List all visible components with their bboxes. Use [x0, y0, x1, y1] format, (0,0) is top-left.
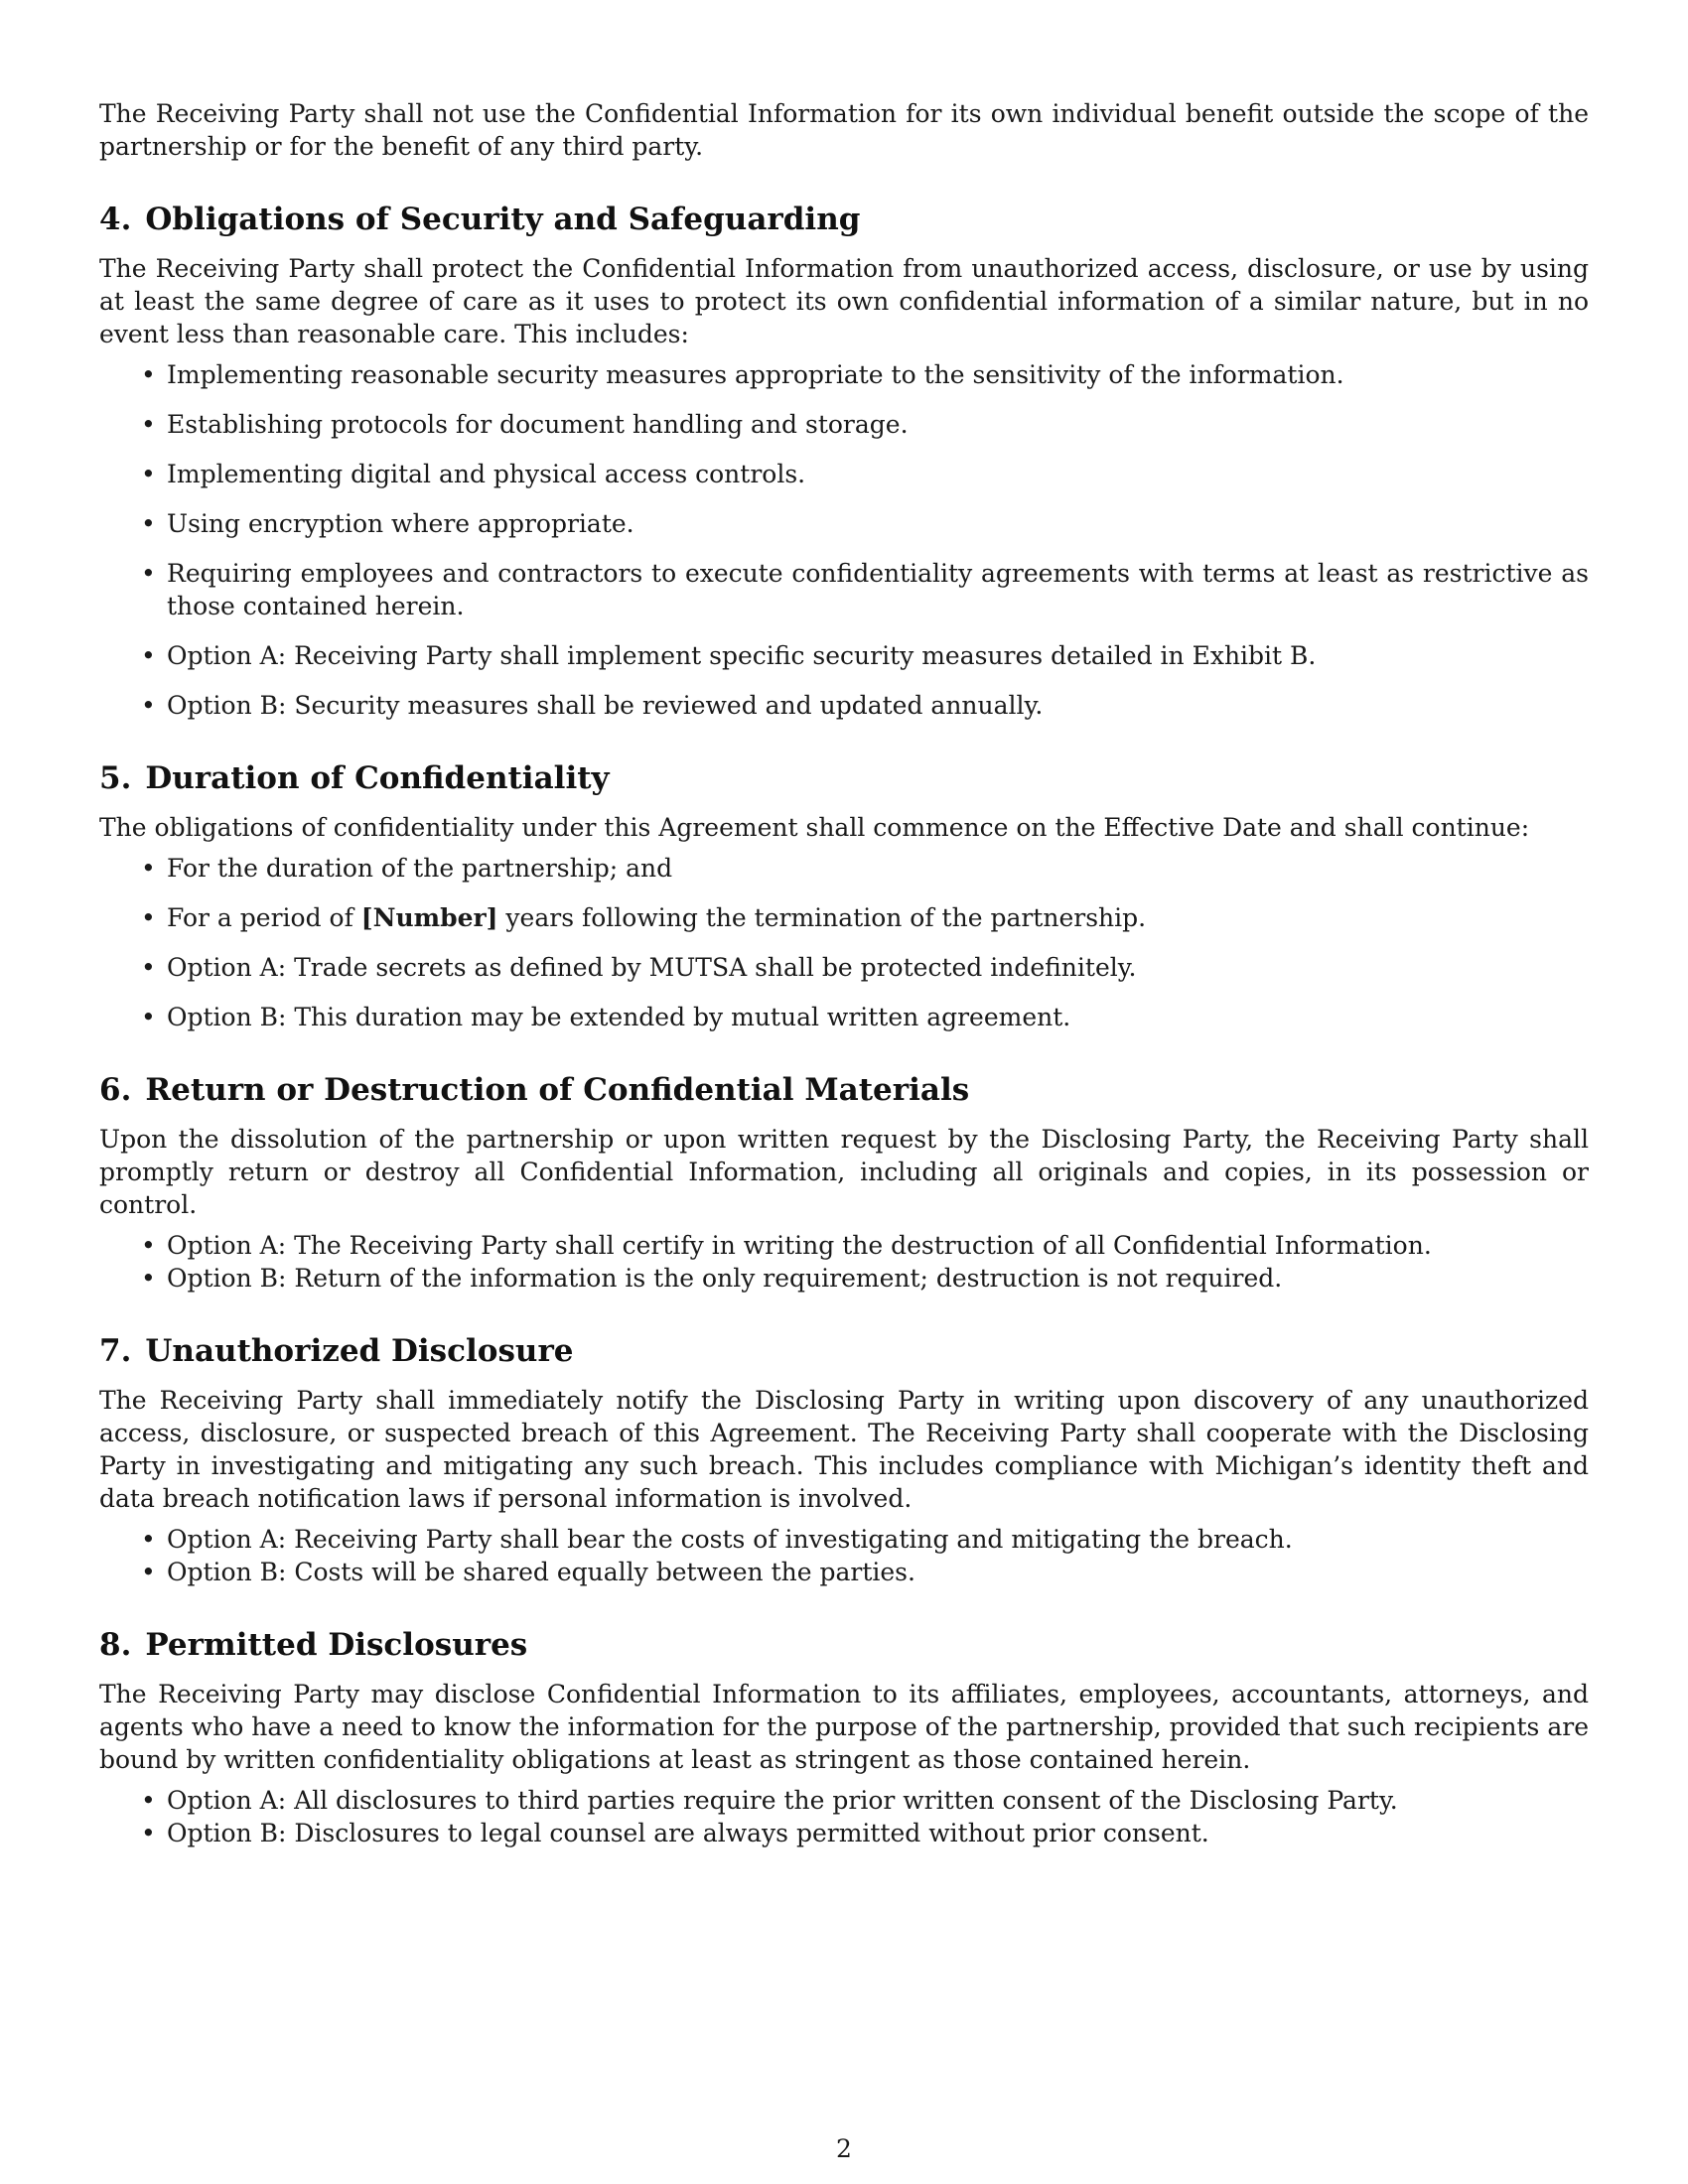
- list-item: • Establishing protocols for document handling and storage.: [141, 410, 909, 439]
- section-7-heading: [99, 1332, 1589, 1370]
- list-item: • For a period of [Number] years following the termination of the partnership.: [141, 903, 1147, 932]
- section-5-body: The obligations of confidentiality under this Agreement shall commence on the Effective Date and shall continue:: [99, 813, 1530, 842]
- bullet-icon: •: [141, 1003, 156, 1031]
- section-7-body: The Receiving Party shall immediately notify the Disclosing Party in writing upon discovery of any unauthorized access, disclosure, or suspected breach of this Agreement. The Receiving Party shall cooperate with the Disclosing Party in investigating and mitigating any such breach. This includes compliance with Michigan’s identity theft and data breach notification laws if personal information is involved.: [99, 1386, 1589, 1513]
- list-item: • Option A: Trade secrets as defined by MUTSA shall be protected indefinitely.: [141, 953, 1137, 982]
- bullet-icon: •: [141, 1264, 156, 1293]
- number-placeholder: [Number]: [360, 903, 498, 932]
- section-7-number: 7.: [99, 1333, 132, 1369]
- list-item: • Option B: Security measures shall be reviewed and updated annually.: [141, 691, 1044, 720]
- bullet-icon: •: [141, 559, 156, 588]
- list-item: • Option A: Receiving Party shall bear the costs of investigating and mitigating the breach.: [141, 1525, 1293, 1554]
- bullet-icon: •: [141, 1525, 156, 1554]
- list-item: • Option B: Return of the information is the only requirement; destruction is not required.: [141, 1264, 1283, 1293]
- section-4-body: The Receiving Party shall protect the Confidential Information from unauthorized access, disclosure, or use by using at least the same degree of care as it uses to protect its own confidential information of a similar nature, but in no event less than reasonable care. This includes:: [99, 254, 1589, 348]
- list-item: • Option B: Disclosures to legal counsel are always permitted without prior consent.: [141, 1819, 1209, 1847]
- document-page: [99, 97, 1589, 1849]
- list-item: • Option B: This duration may be extended by mutual written agreement.: [141, 1003, 1071, 1031]
- list-item: • For the duration of the partnership; and: [141, 854, 673, 883]
- page-number: 2: [836, 2134, 852, 2163]
- bullet-icon: •: [141, 509, 156, 538]
- section-6-title: Return or Destruction of Confidential Materials: [145, 1072, 970, 1108]
- section-8-heading: [99, 1626, 1589, 1664]
- bullet-icon: •: [141, 854, 156, 883]
- section-5-list: [99, 852, 1589, 1033]
- section-7-list: [99, 1523, 1589, 1588]
- list-item: • Using encryption where appropriate.: [141, 509, 634, 538]
- section-8-list: [99, 1784, 1589, 1849]
- bullet-icon: •: [141, 903, 156, 932]
- intro-paragraph: The Receiving Party shall not use the Confidential Information for its own individual benefit outside the scope of the partnership or for the benefit of any third party.: [99, 99, 1589, 161]
- section-8-body: The Receiving Party may disclose Confidential Information to its affiliates, employees, accountants, attorneys, and agents who have a need to know the information for the purpose of the partnership, provided that such recipients are bound by written confidentiality obligations at least as stringent as those contained herein.: [99, 1680, 1589, 1774]
- list-item: • Requiring employees and contractors to execute confidentiality agreements with terms at least as restrictive as those contained herein.: [141, 559, 1589, 620]
- bullet-icon: •: [141, 1558, 156, 1586]
- bullet-icon: •: [141, 691, 156, 720]
- section-5-title: Duration of Confidentiality: [145, 760, 610, 796]
- section-6-list: [99, 1229, 1589, 1295]
- section-5-heading: [99, 759, 1589, 797]
- section-5-number: 5.: [99, 760, 132, 796]
- section-8-number: 8.: [99, 1627, 132, 1663]
- bullet-icon: •: [141, 410, 156, 439]
- section-7-title: Unauthorized Disclosure: [145, 1333, 574, 1369]
- bullet-icon: •: [141, 1231, 156, 1260]
- list-item: • Implementing reasonable security measures appropriate to the sensitivity of the information.: [141, 360, 1344, 389]
- section-4-heading: [99, 201, 1589, 238]
- section-8-title: Permitted Disclosures: [145, 1627, 528, 1663]
- section-4-list: [99, 358, 1589, 722]
- bullet-icon: •: [141, 641, 156, 670]
- list-item: • Option A: The Receiving Party shall certify in writing the destruction of all Confidential Information.: [141, 1231, 1432, 1260]
- list-item: • Option A: Receiving Party shall implement specific security measures detailed in Exhibit B.: [141, 641, 1317, 670]
- section-6-body: Upon the dissolution of the partnership or upon written request by the Disclosing Party, the Receiving Party shall promptly return or destroy all Confidential Information, including all originals and copies, in its possession or control.: [99, 1125, 1589, 1219]
- bullet-icon: •: [141, 360, 156, 389]
- bullet-icon: •: [141, 1786, 156, 1815]
- list-item: • Implementing digital and physical access controls.: [141, 460, 806, 488]
- list-item: • Option A: All disclosures to third parties require the prior written consent of the Disclosing Party.: [141, 1786, 1398, 1815]
- bullet-icon: •: [141, 1819, 156, 1847]
- list-item: • Option B: Costs will be shared equally between the parties.: [141, 1558, 915, 1586]
- section-6-heading: [99, 1071, 1589, 1109]
- section-4-title: Obligations of Security and Safeguarding: [145, 202, 861, 237]
- section-4-number: 4.: [99, 202, 132, 237]
- bullet-icon: •: [141, 953, 156, 982]
- section-6-number: 6.: [99, 1072, 132, 1108]
- bullet-icon: •: [141, 460, 156, 488]
